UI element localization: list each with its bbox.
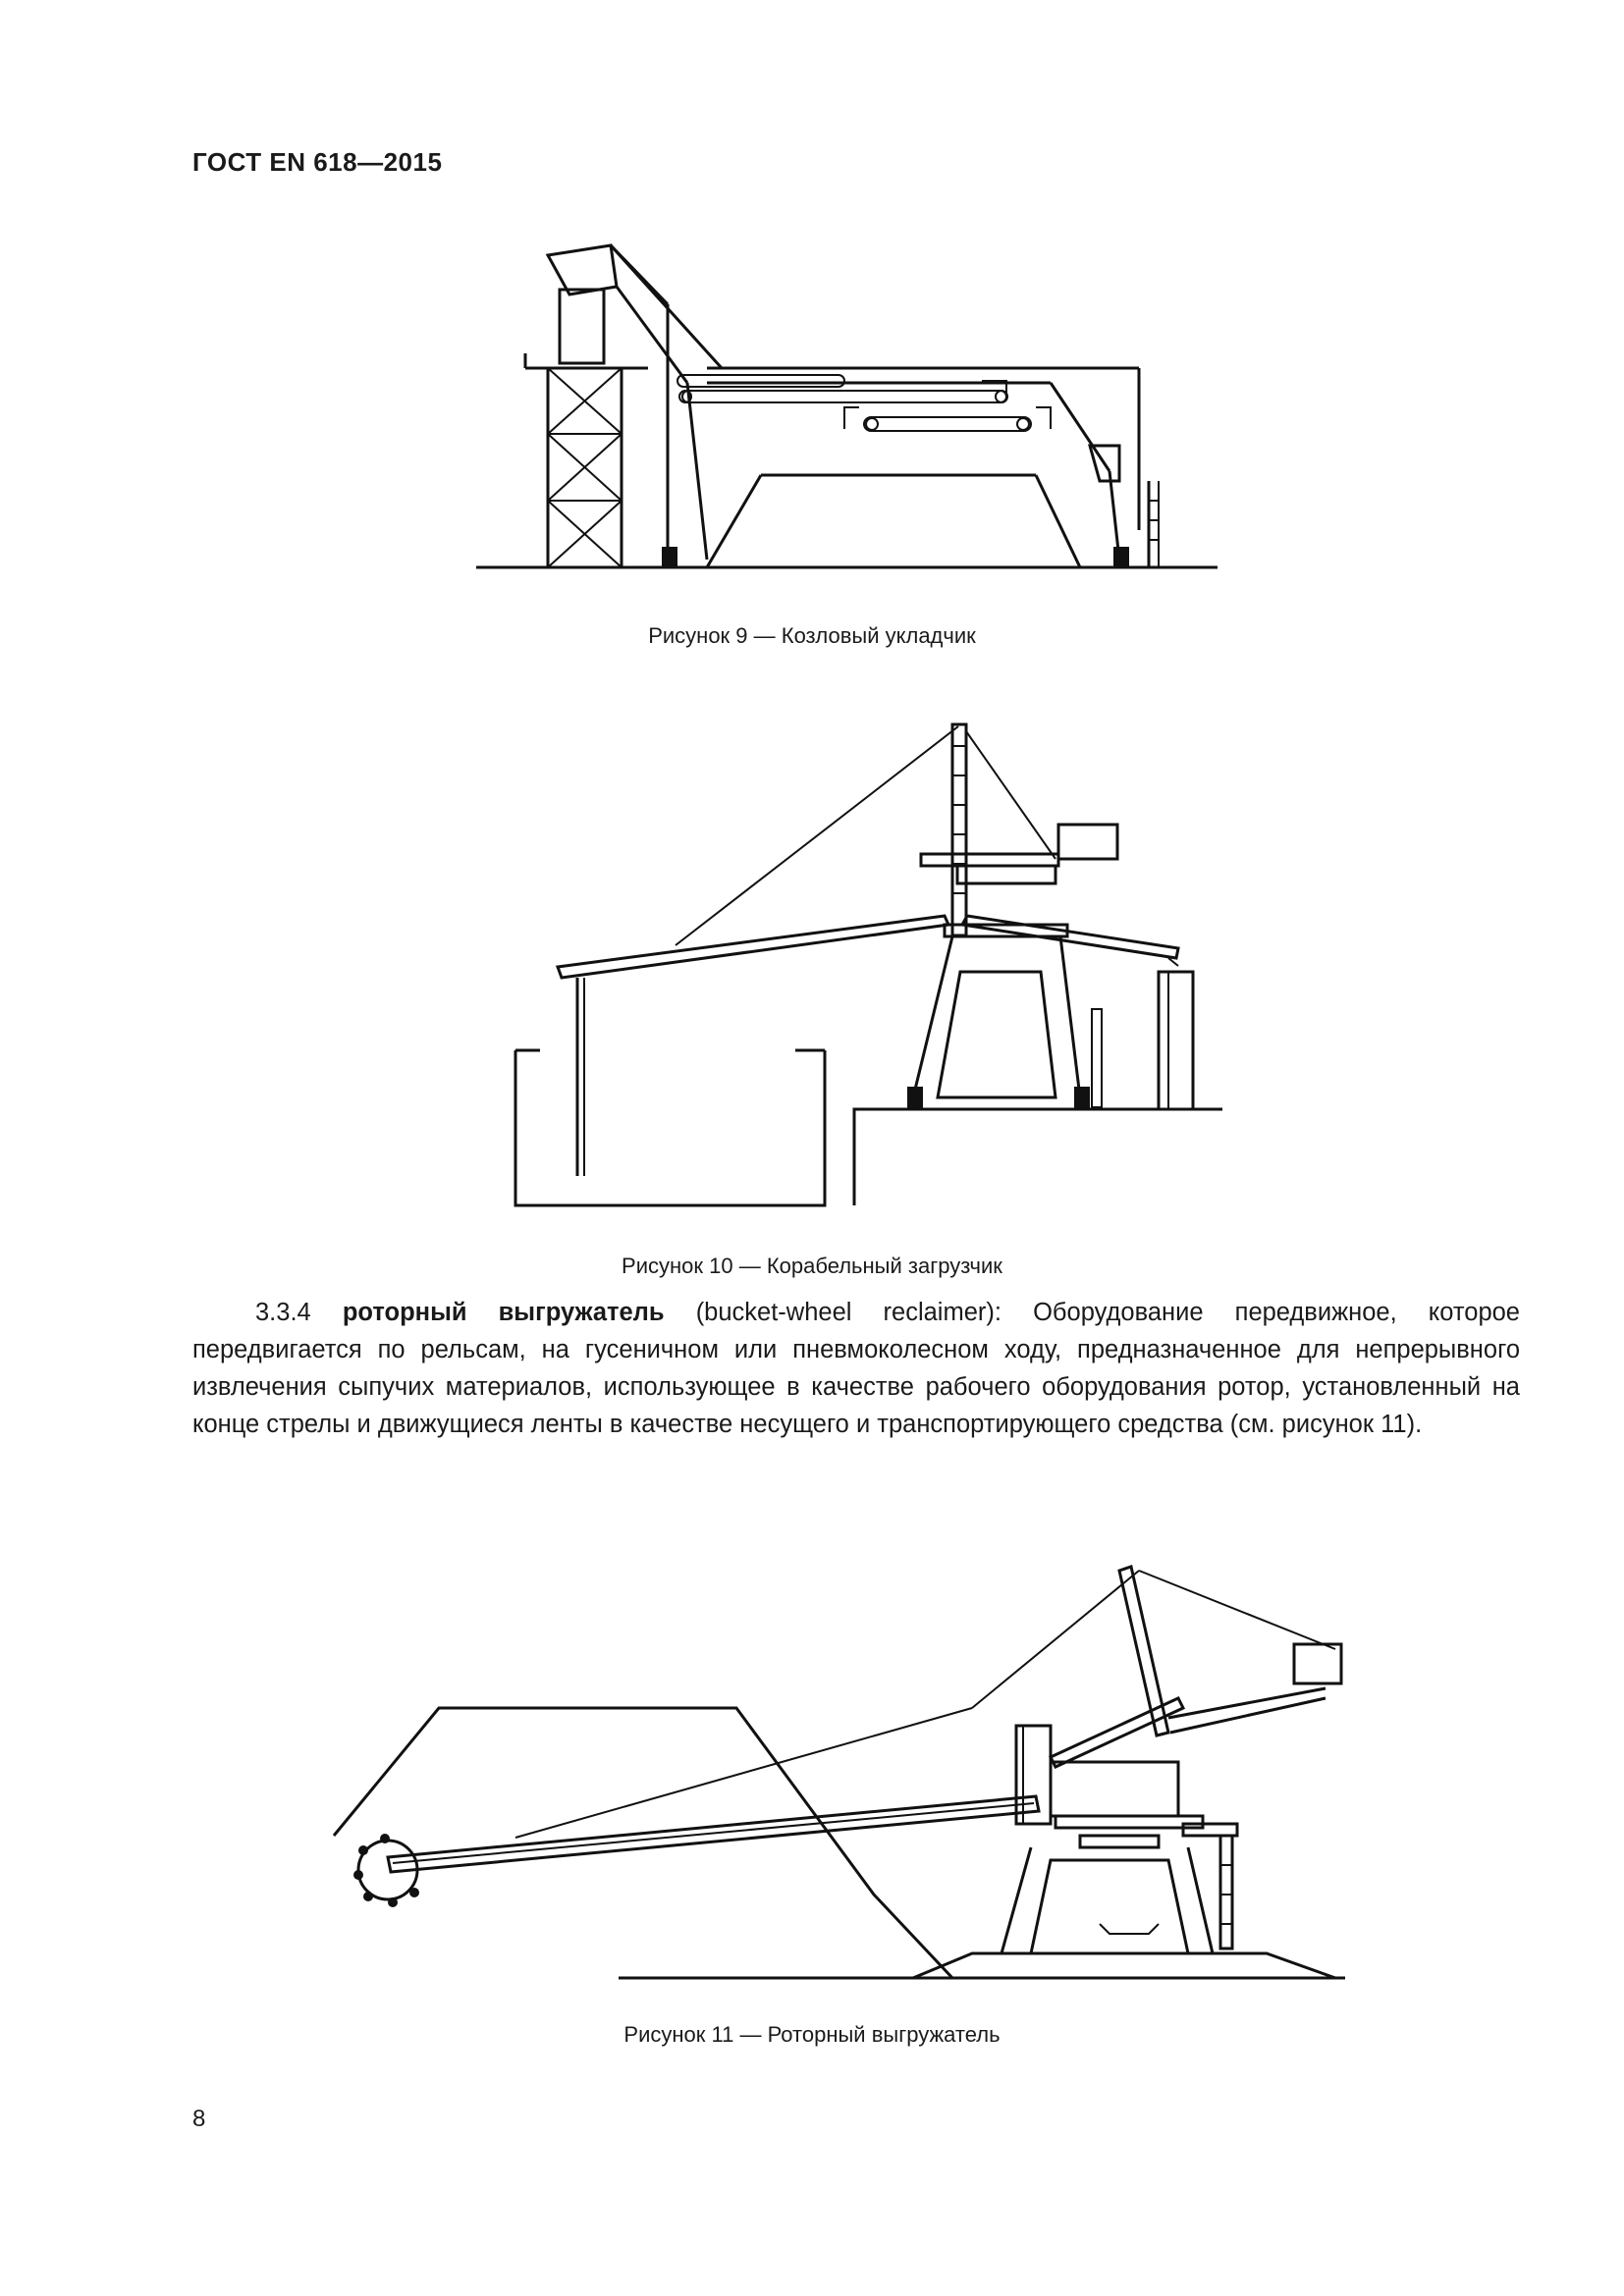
figure-10-caption: Рисунок 10 — Корабельный загрузчик: [622, 1254, 1002, 1278]
figure-9-caption: Рисунок 9 — Козловый укладчик: [648, 623, 976, 648]
definition-paragraph: [192, 1294, 1520, 1443]
page-number: 8: [192, 2106, 206, 2132]
figure-11-bucket-wheel-reclaimer-drawing: [324, 1531, 1404, 1993]
term-en: (bucket-wheel reclaimer):: [695, 1299, 1001, 1326]
figure-11-caption: Рисунок 11 — Роторный выгружатель: [623, 2022, 1001, 2047]
figure-10-ship-loader-drawing: [491, 717, 1237, 1227]
definition-text: Оборудование передвижное, которое передвигается по рельсам, на гусеничном или пневмоколесном ходу, предназначенное для непрерывного извлечения сыпучих материалов, использующее в качестве рабочего оборудования ротор, установленный на конце стрелы и движущиеся ленты в качестве несущего и транспортирующего средства (см. рисунок 11).: [192, 1299, 1520, 1438]
figure-9-gantry-stacker-drawing: [471, 236, 1237, 579]
term-ru: роторный выгружатель: [342, 1299, 665, 1326]
document-header: ГОСТ EN 618—2015: [192, 147, 443, 177]
section-number: 3.3.4: [255, 1299, 311, 1326]
